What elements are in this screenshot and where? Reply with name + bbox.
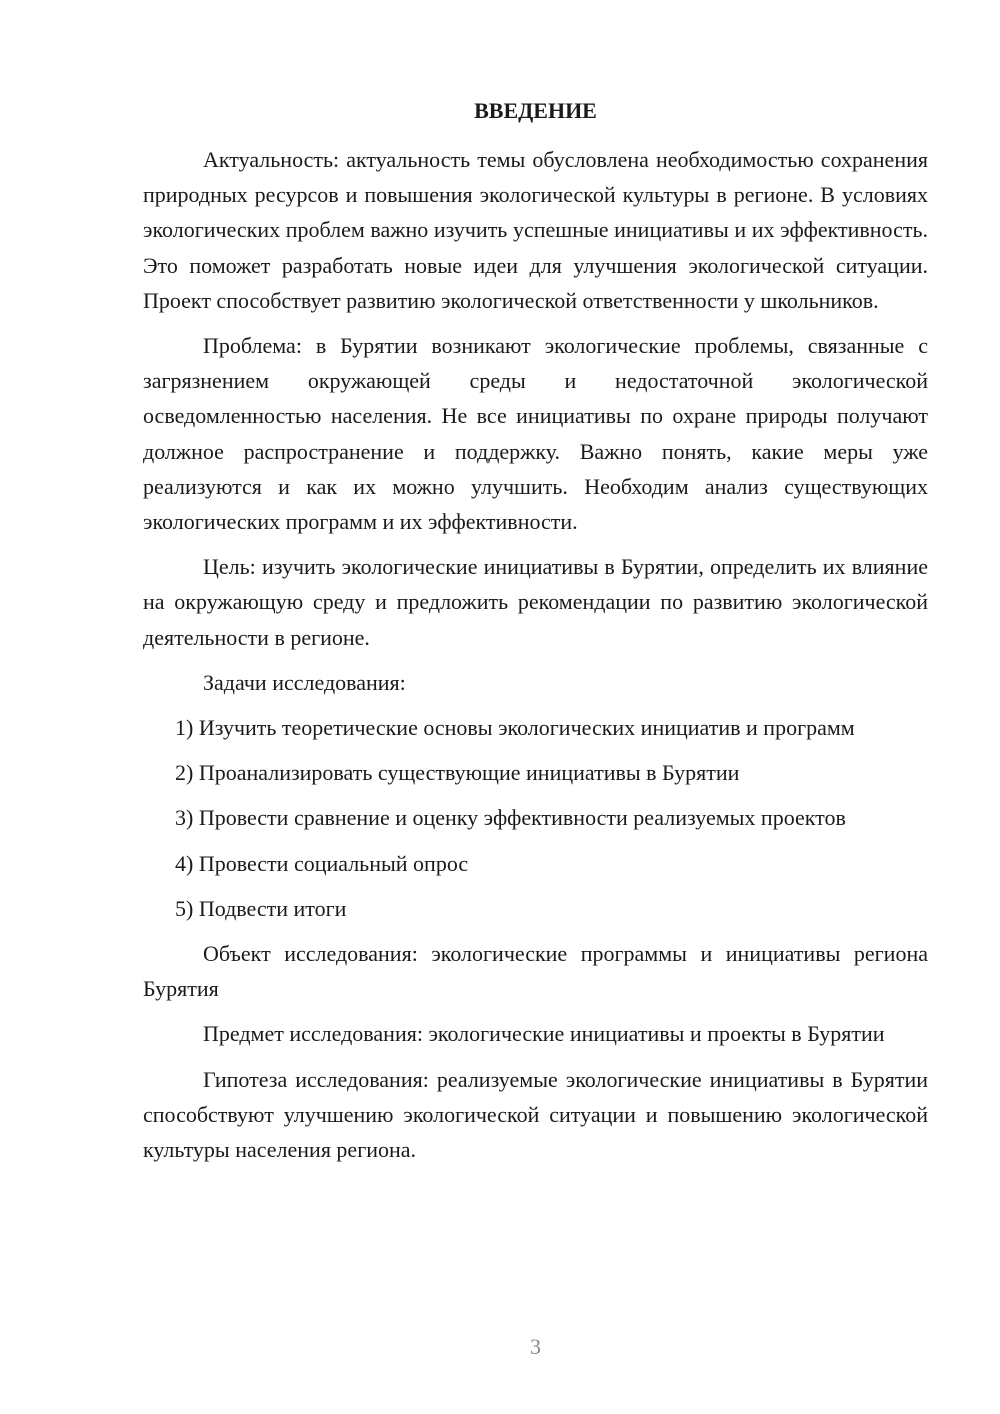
paragraph-object: Объект исследования: экологические программы и инициативы региона Бурятия <box>143 941 928 1002</box>
tasks-title: Задачи исследования: <box>203 669 406 695</box>
paragraph-goal: Цель: изучить экологические инициативы в Бурятии, определить их влияние на окружающую среду и предложить рекомендации по развитию экологической деятельности в регионе. <box>143 554 928 650</box>
paragraph-hypothesis: Гипотеза исследования: реализуемые экологические инициативы в Бурятии способствуют улучшению экологической ситуации и повышению экологической культуры населения региона. <box>143 1066 928 1163</box>
task-item-5: 5) Подвести итоги <box>175 895 347 921</box>
task-item-4: 4) Провести социальный опрос <box>175 850 469 876</box>
task-item-1: 1) Изучить теоретические основы экологических инициатив и программ <box>175 715 855 741</box>
task-item-2: 2) Проанализировать существующие инициативы в Бурятии <box>175 760 740 786</box>
task-item-3: 3) Провести сравнение и оценку эффективности реализуемых проектов <box>175 805 846 831</box>
paragraph-subject: Предмет исследования: экологические инициативы и проекты в Бурятии <box>203 1021 885 1047</box>
document-body <box>143 142 928 1177</box>
page-number: 3 <box>530 1334 541 1359</box>
paragraph-problem: Проблема: в Бурятии возникают экологические проблемы, связанные с загрязнением окружающей среды и недостаточной экологической осведомленностью населения. Не все инициативы по охране природы получают должное распространение и поддержку. Важно понять, какие меры уже реализуются и как их можно улучшить. Необходим анализ существующих экологических программ и их эффективности. <box>143 333 928 535</box>
paragraph-relevance: Актуальность: актуальность темы обусловлена необходимостью сохранения природных ресурсов и повышения экологической культуры в регионе. В условиях экологических проблем важно изучить успешные инициативы и их эффективность. Это поможет разработать новые идеи для улучшения экологической ситуации. Проект способствует развитию экологической ответственности у школьников. <box>143 147 928 313</box>
section-heading: ВВЕДЕНИЕ <box>474 98 597 123</box>
